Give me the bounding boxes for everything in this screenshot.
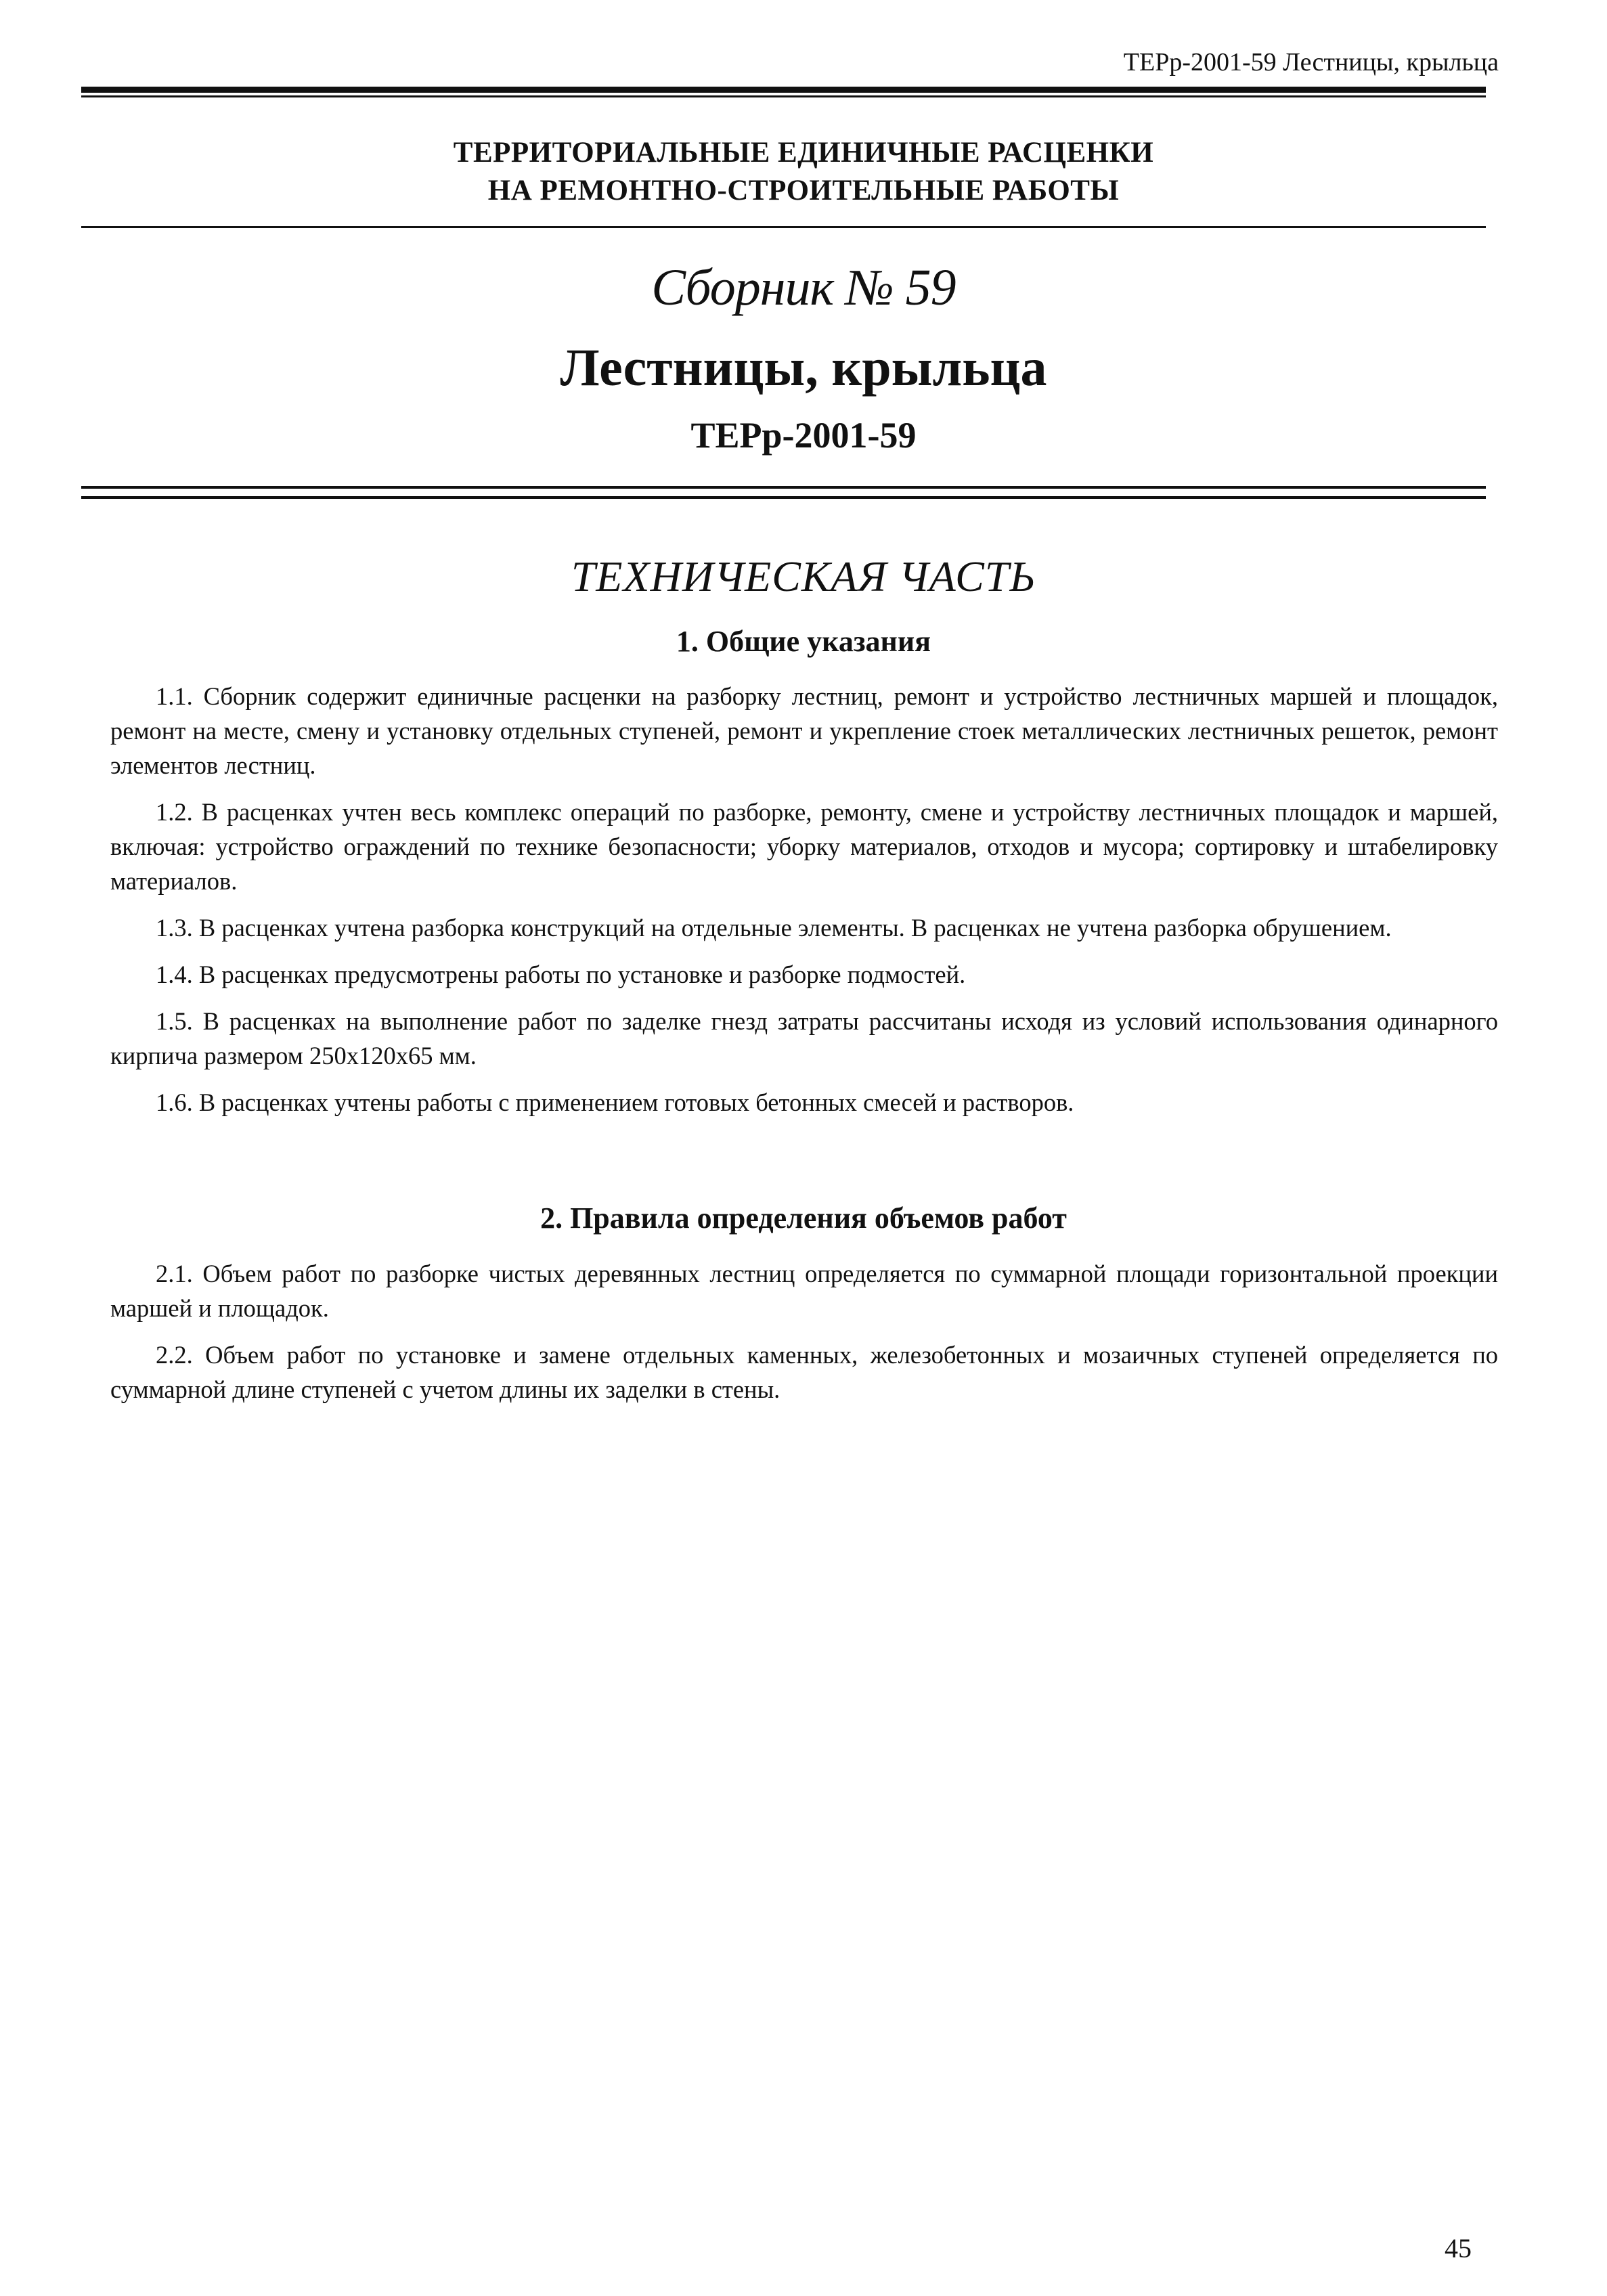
header-rule-thick	[81, 87, 1486, 93]
paragraph-2-2: 2.2. Объем работ по установке и замене отдельных каменных, железобетонных и мозаичных ступеней определяется по суммарной длине ступеней с учетом длины их заделки в стены.	[110, 1341, 1498, 1403]
technical-part-title: ТЕХНИЧЕСКАЯ ЧАСТЬ	[571, 552, 1036, 600]
paragraph-2-1: 2.1. Объем работ по разборке чистых деревянных лестниц определяется по суммарной площади горизонтальной проекции маршей и площадок.	[110, 1260, 1498, 1322]
double-rule-top	[81, 486, 1486, 489]
running-header: ТЕРр-2001-59 Лестницы, крыльца	[1123, 48, 1499, 76]
document-title: Лестницы, крыльца	[560, 338, 1047, 397]
section-2-body	[110, 1256, 1498, 1419]
title-rule	[81, 226, 1486, 228]
section-1-heading: 1. Общие указания	[676, 625, 931, 658]
section-2-heading: 2. Правила определения объемов работ	[540, 1201, 1067, 1235]
collection-number: Сборник № 59	[651, 259, 956, 316]
paragraph-1-4: 1.4. В расценках предусмотрены работы по установке и разборке подмостей.	[156, 961, 966, 988]
header-rule-thin	[81, 95, 1486, 97]
document-code: ТЕРр-2001-59	[690, 415, 917, 456]
double-rule-bottom	[81, 496, 1486, 499]
paragraph-1-1: 1.1. Сборник содержит единичные расценки на разборку лестниц, ремонт и устройство лестничных маршей и площадок, ремонт на месте, смену и установку отдельных ступеней, ремонт и укрепление стоек металлических лестничных решеток, ремонт элементов лестниц.	[110, 682, 1498, 779]
organization-title	[0, 134, 1607, 210]
organization-title-line2: НА РЕМОНТНО-СТРОИТЕЛЬНЫЕ РАБОТЫ	[487, 175, 1120, 206]
paragraph-1-5: 1.5. В расценках на выполнение работ по заделке гнезд затраты рассчитаны исходя из условий использования одинарного кирпича размером 250x120x65 мм.	[110, 1007, 1498, 1069]
section-1-body	[110, 679, 1498, 1132]
organization-title-line1: ТЕРРИТОРИАЛЬНЫЕ ЕДИНИЧНЫЕ РАСЦЕНКИ	[453, 137, 1154, 169]
paragraph-1-3: 1.3. В расценках учтена разборка конструкций на отдельные элементы. В расценках не учтена разборка обрушением.	[156, 914, 1392, 942]
page-number: 45	[1445, 2233, 1472, 2264]
paragraph-1-2: 1.2. В расценках учтен весь комплекс операций по разборке, ремонту, смене и устройству лестничных площадок и маршей, включая: устройство ограждений по технике безопасности; уборку материалов, отходов и мусора; сортировку и штабелировку материалов.	[110, 798, 1498, 895]
paragraph-1-6: 1.6. В расценках учтены работы с применением готовых бетонных смесей и растворов.	[156, 1088, 1074, 1116]
